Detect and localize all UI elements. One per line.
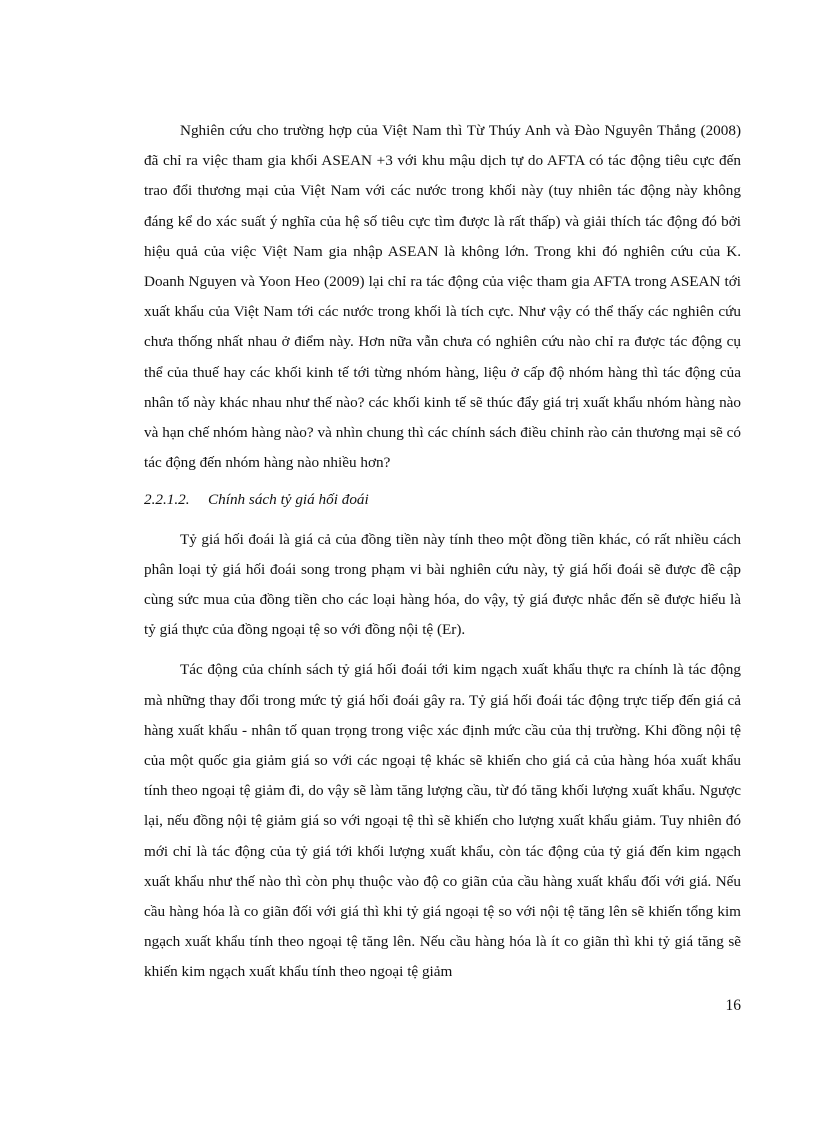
section-number: 2.2.1.2. — [144, 491, 190, 509]
section-heading — [144, 485, 741, 515]
page-content — [144, 116, 741, 988]
body-paragraph: Nghiên cứu cho trường hợp của Việt Nam thì Từ Thúy Anh và Đào Nguyên Thắng (2008) đã chỉ ra việc tham gia khối ASEAN +3 với khu mậu dịch tự do AFTA có tác động tiêu cực đến trao đổi thương mại của Việt Nam với các nước trong khối này (tuy nhiên tác động này không đáng kể do xác suất ý nghĩa của hệ số tiêu cực tìm được là rất thấp) và giải thích tác động đó bởi hiệu quả của việc Việt Nam gia nhập ASEAN là không lớn. Trong khi đó nghiên cứu của K. Doanh Nguyen và Yoon Heo (2009) lại chỉ ra tác động của việc tham gia AFTA trong ASEAN tới xuất khẩu của Việt Nam tới các nước trong khối là tích cực. Như vậy có thể thấy các nghiên cứu chưa thống nhất nhau ở điểm này. Hơn nữa vẫn chưa có nghiên cứu nào chỉ ra được tác động cụ thể của thuế hay các khối kinh tế tới từng nhóm hàng, liệu ở cấp độ nhóm hàng thì tác động của nhân tố này khác nhau như thế nào? các khối kinh tế sẽ thúc đẩy giá trị xuất khẩu nhóm hàng nào và hạn chế nhóm hàng nào? và nhìn chung thì các chính sách điều chỉnh rào cản thương mại sẽ có tác động đến nhóm hàng nào nhiều hơn? — [144, 122, 741, 472]
page-number: 16 — [725, 997, 741, 1014]
section-title: Chính sách tỷ giá hối đoái — [208, 491, 369, 509]
body-paragraph: Tỷ giá hối đoái là giá cả của đồng tiền này tính theo một đồng tiền khác, có rất nhiều cách phân loại tỷ giá hối đoái song trong phạm vi bài nghiên cứu này, tỷ giá hối đoái sẽ được đề cập cùng sức mua của đồng tiền cho các loại hàng hóa, do vậy, tỷ giá được nhắc đến sẽ được hiểu là tỷ giá thực của đồng ngoại tệ so với đồng nội tệ (Er). — [144, 530, 741, 639]
body-paragraph: Tác động của chính sách tỷ giá hối đoái tới kim ngạch xuất khẩu thực ra chính là tác động mà những thay đổi trong mức tỷ giá hối đoái gây ra. Tỷ giá hối đoái tác động trực tiếp đến giá cả hàng xuất khẩu - nhân tố quan trọng trong việc xác định mức cầu của thị trường. Khi đồng nội tệ của một quốc gia giảm giá so với các ngoại tệ khác sẽ khiến cho giá cả của hàng hóa xuất khẩu tính theo ngoại tệ giảm đi, do vậy sẽ làm tăng lượng cầu, từ đó tăng khối lượng xuất khẩu. Ngược lại, nếu đồng nội tệ giảm giá so với ngoại tệ thì sẽ khiến cho lượng xuất khẩu giảm. Tuy nhiên đó mới chỉ là tác động của tỷ giá tới khối lượng xuất khẩu, còn tác động của tỷ giá đến kim ngạch xuất khẩu như thế nào thì còn phụ thuộc vào độ co giãn của cầu hàng xuất khẩu đối với giá. Nếu cầu hàng hóa là co giãn đối với giá thì khi tỷ giá ngoại tệ so với nội tệ tăng lên sẽ khiến tổng kim ngạch xuất khẩu tính theo ngoại tệ tăng lên. Nếu cầu hàng hóa là ít co giãn thì khi tỷ giá tăng sẽ khiến kim ngạch xuất khẩu tính theo ngoại tệ giảm — [144, 661, 741, 981]
